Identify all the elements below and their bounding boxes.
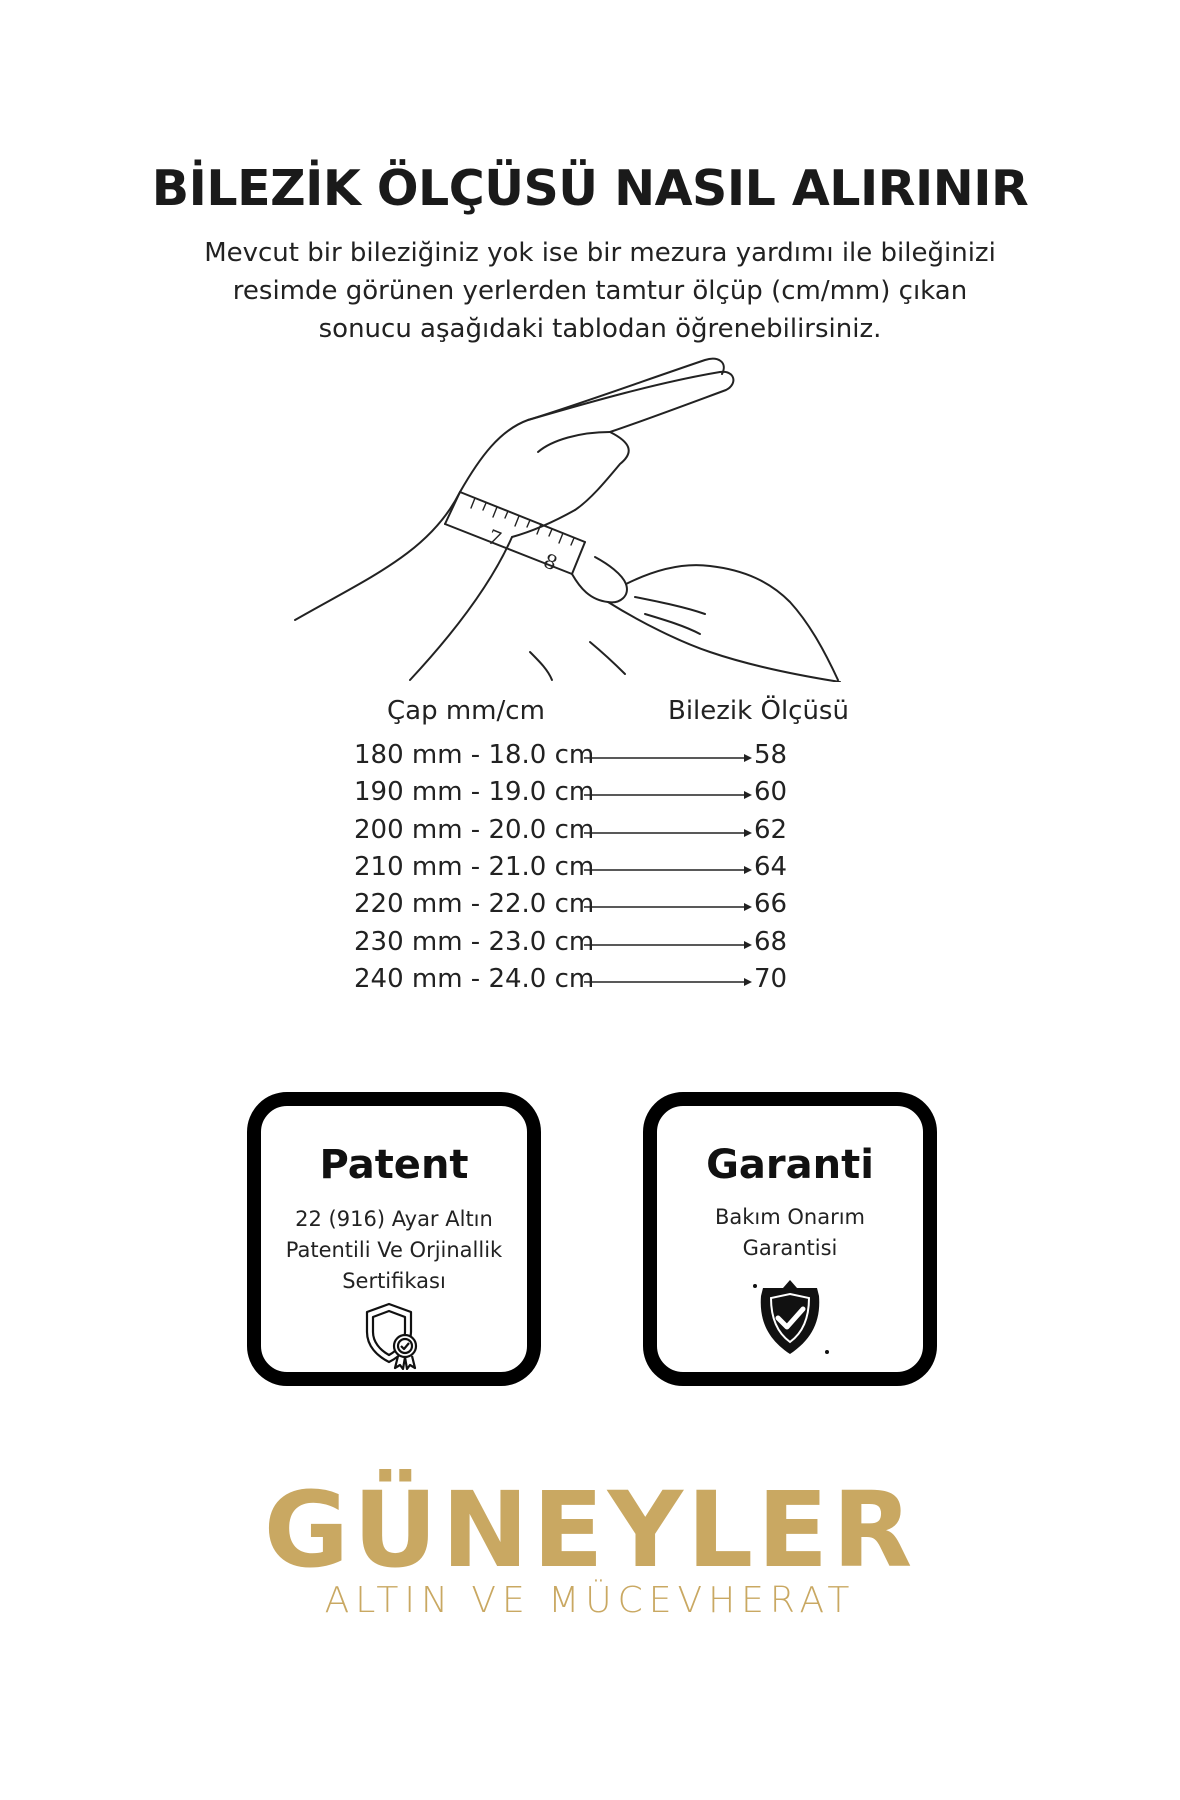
patent-card-line: 22 (916) Ayar Altın [295, 1207, 493, 1231]
row-size: 58 [754, 740, 788, 770]
garanti-card [643, 1092, 937, 1386]
tape-number: 7 [484, 524, 505, 552]
row-diameter: 180 mm - 18.0 cm [354, 740, 595, 770]
patent-card [247, 1092, 541, 1386]
row-size: 68 [754, 927, 788, 957]
wrist-measuring-tape-illustration [290, 352, 850, 682]
instructions-line: resimde görünen yerlerden tamtur ölçüp (cm/mm) çıkan [232, 276, 968, 306]
row-diameter: 230 mm - 23.0 cm [354, 927, 595, 957]
row-diameter: 220 mm - 22.0 cm [354, 889, 595, 919]
garanti-card-line: Garantisi [742, 1236, 838, 1260]
row-diameter: 200 mm - 20.0 cm [354, 815, 595, 845]
arrow-icon [584, 789, 752, 801]
garanti-card-text [667, 1202, 913, 1264]
arrow-icon [584, 827, 752, 839]
row-size: 64 [754, 852, 788, 882]
garanti-card-title: Garanti [706, 1142, 874, 1188]
patent-card-title: Patent [319, 1142, 469, 1188]
row-size: 60 [754, 777, 788, 807]
garanti-card-line: Bakım Onarım [714, 1205, 866, 1229]
arrow-icon [584, 901, 752, 913]
row-size: 62 [754, 815, 788, 845]
brand-logo: GÜNEYLER [263, 1469, 917, 1591]
arrow-icon [584, 976, 752, 988]
column-header-size: Bilezik Ölçüsü [668, 696, 849, 726]
column-header-diameter: Çap mm/cm [387, 696, 545, 726]
row-diameter: 190 mm - 19.0 cm [354, 777, 595, 807]
arrow-icon [584, 864, 752, 876]
row-diameter: 240 mm - 24.0 cm [354, 964, 595, 994]
row-diameter: 210 mm - 21.0 cm [354, 852, 595, 882]
arrow-icon [584, 752, 752, 764]
instructions-text [190, 234, 1010, 348]
page-title: BİLEZİK ÖLÇÜSÜ NASIL ALIRINIR [151, 160, 1029, 217]
shield-check-icon [745, 1274, 835, 1364]
patent-card-line: Patentili Ve Orjinallik [285, 1238, 503, 1262]
certificate-shield-icon [363, 1302, 425, 1370]
tape-number: 8 [540, 548, 561, 576]
arrow-icon [584, 939, 752, 951]
patent-card-line: Sertifikası [342, 1269, 446, 1293]
patent-card-text [271, 1204, 517, 1297]
instructions-line: Mevcut bir bileziğiniz yok ise bir mezura yardımı ile bileğinizi [204, 238, 996, 268]
brand-tagline: ALTIN VE MÜCEVHERAT [324, 1580, 856, 1621]
row-size: 70 [754, 964, 788, 994]
instructions-line: sonucu aşağıdaki tablodan öğrenebilirsiniz. [318, 314, 882, 344]
row-size: 66 [754, 889, 788, 919]
